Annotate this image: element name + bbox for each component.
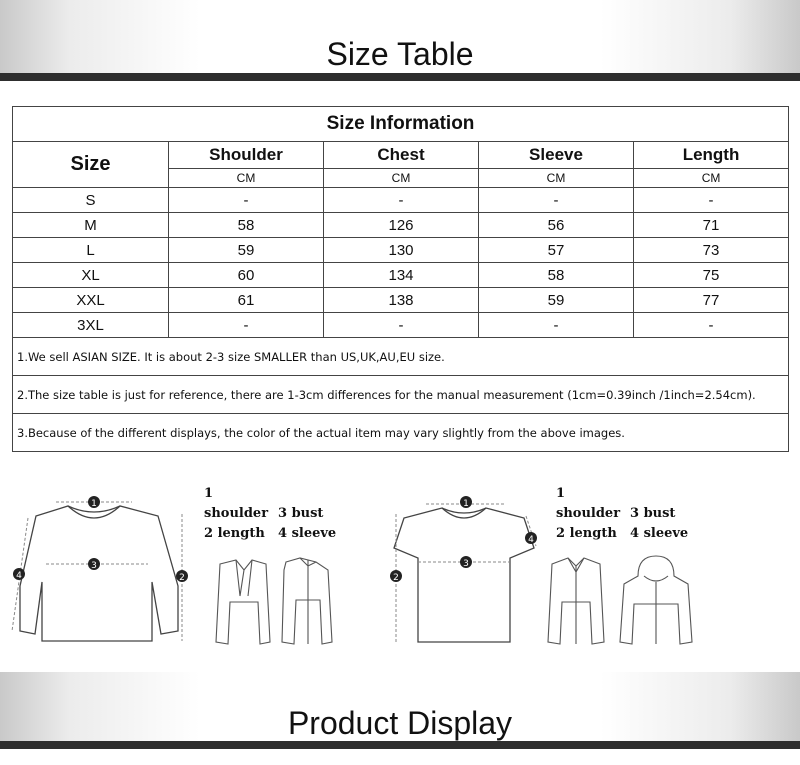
- shoulder-cell: 59: [169, 238, 324, 263]
- size-cell: 3XL: [13, 313, 169, 338]
- size-table-heading: Size Table: [326, 36, 474, 72]
- length-cell: 71: [634, 213, 789, 238]
- shirt-icon: [548, 558, 604, 644]
- length-cell: -: [634, 313, 789, 338]
- length-column-header: Length: [634, 142, 789, 169]
- length-cell: 77: [634, 288, 789, 313]
- svg-text:2: 2: [179, 573, 185, 583]
- chest-cell: 138: [324, 288, 479, 313]
- svg-text:1: 1: [91, 499, 97, 509]
- legend-shoulder: 1 shoulder: [556, 486, 621, 521]
- table-row: [13, 288, 789, 313]
- size-column-header: Size: [13, 142, 169, 188]
- marker-1: [88, 496, 100, 509]
- long-sleeve-measurement-diagram: [8, 486, 204, 656]
- svg-text:4: 4: [528, 535, 534, 545]
- length-cell: 73: [634, 238, 789, 263]
- right-measurement-legend: [556, 484, 688, 544]
- zip-jacket-icon: [282, 558, 332, 644]
- sleeve-cell: 59: [479, 288, 634, 313]
- chest-cell: 134: [324, 263, 479, 288]
- table-row: [13, 188, 789, 213]
- left-measurement-legend: [204, 484, 336, 544]
- legend-bust: 3 bust: [278, 506, 324, 521]
- marker-1: [460, 496, 472, 509]
- sleeve-cell: 58: [479, 263, 634, 288]
- length-unit: CM: [634, 169, 789, 188]
- t-shirt-outline-icon: [394, 508, 534, 642]
- legend-sleeve: 4 sleeve: [278, 526, 337, 541]
- sleeve-cell: -: [479, 313, 634, 338]
- length-cell: 75: [634, 263, 789, 288]
- size-cell: M: [13, 213, 169, 238]
- chest-cell: 130: [324, 238, 479, 263]
- shoulder-cell: 60: [169, 263, 324, 288]
- jacket-icons: [200, 556, 338, 648]
- table-row: [13, 238, 789, 263]
- product-display-banner: [0, 672, 800, 748]
- table-row: [13, 263, 789, 288]
- t-shirt-measurement-diagram: [384, 486, 544, 656]
- note-asian-size: 1.We sell ASIAN SIZE. It is about 2-3 size SMALLER than US,UK,AU,EU size.: [13, 338, 789, 376]
- marker-3: [460, 556, 472, 569]
- shirt-icons: [538, 554, 698, 650]
- chest-column-header: Chest: [324, 142, 479, 169]
- legend-length: 2 length: [204, 526, 265, 541]
- size-information-table: [12, 106, 789, 452]
- product-display-heading: Product Display: [287, 705, 513, 741]
- marker-4: [525, 532, 537, 545]
- size-cell: XL: [13, 263, 169, 288]
- legend-bust: 3 bust: [630, 506, 676, 521]
- table-title: Size Information: [13, 107, 789, 142]
- shoulder-column-header: Shoulder: [169, 142, 324, 169]
- sleeve-cell: 57: [479, 238, 634, 263]
- marker-2: [176, 570, 188, 583]
- size-table-banner: [0, 0, 800, 80]
- blazer-icon: [216, 560, 270, 644]
- size-cell: S: [13, 188, 169, 213]
- sleeve-cell: -: [479, 188, 634, 213]
- chest-unit: CM: [324, 169, 479, 188]
- size-cell: XXL: [13, 288, 169, 313]
- note-measurement: 2.The size table is just for reference, there are 1-3cm differences for the manual measurement (1cm=0.39inch /1inch=2.54cm).: [13, 376, 789, 414]
- shoulder-cell: 61: [169, 288, 324, 313]
- chest-cell: -: [324, 188, 479, 213]
- legend-sleeve: 4 sleeve: [630, 526, 689, 541]
- length-cell: -: [634, 188, 789, 213]
- svg-text:2: 2: [393, 573, 399, 583]
- sleeve-cell: 56: [479, 213, 634, 238]
- banner-divider: [0, 73, 800, 81]
- shoulder-cell: 58: [169, 213, 324, 238]
- shoulder-cell: -: [169, 188, 324, 213]
- svg-text:1: 1: [463, 499, 469, 509]
- shoulder-cell: -: [169, 313, 324, 338]
- table-row: [13, 313, 789, 338]
- table-row: [13, 213, 789, 238]
- marker-3: [88, 558, 100, 571]
- size-cell: L: [13, 238, 169, 263]
- chest-cell: -: [324, 313, 479, 338]
- shoulder-unit: CM: [169, 169, 324, 188]
- banner-divider: [0, 741, 800, 749]
- hoodie-icon: [620, 556, 692, 644]
- chest-cell: 126: [324, 213, 479, 238]
- sleeve-unit: CM: [479, 169, 634, 188]
- svg-text:4: 4: [16, 571, 22, 581]
- svg-text:3: 3: [463, 559, 469, 569]
- svg-text:3: 3: [91, 561, 97, 571]
- sleeve-column-header: Sleeve: [479, 142, 634, 169]
- note-color: 3.Because of the different displays, the color of the actual item may vary slightly from the above images.: [13, 414, 789, 452]
- legend-shoulder: 1 shoulder: [204, 486, 269, 521]
- marker-4: [13, 568, 25, 581]
- sweatshirt-outline-icon: [20, 506, 178, 641]
- marker-2: [390, 570, 402, 583]
- legend-length: 2 length: [556, 526, 617, 541]
